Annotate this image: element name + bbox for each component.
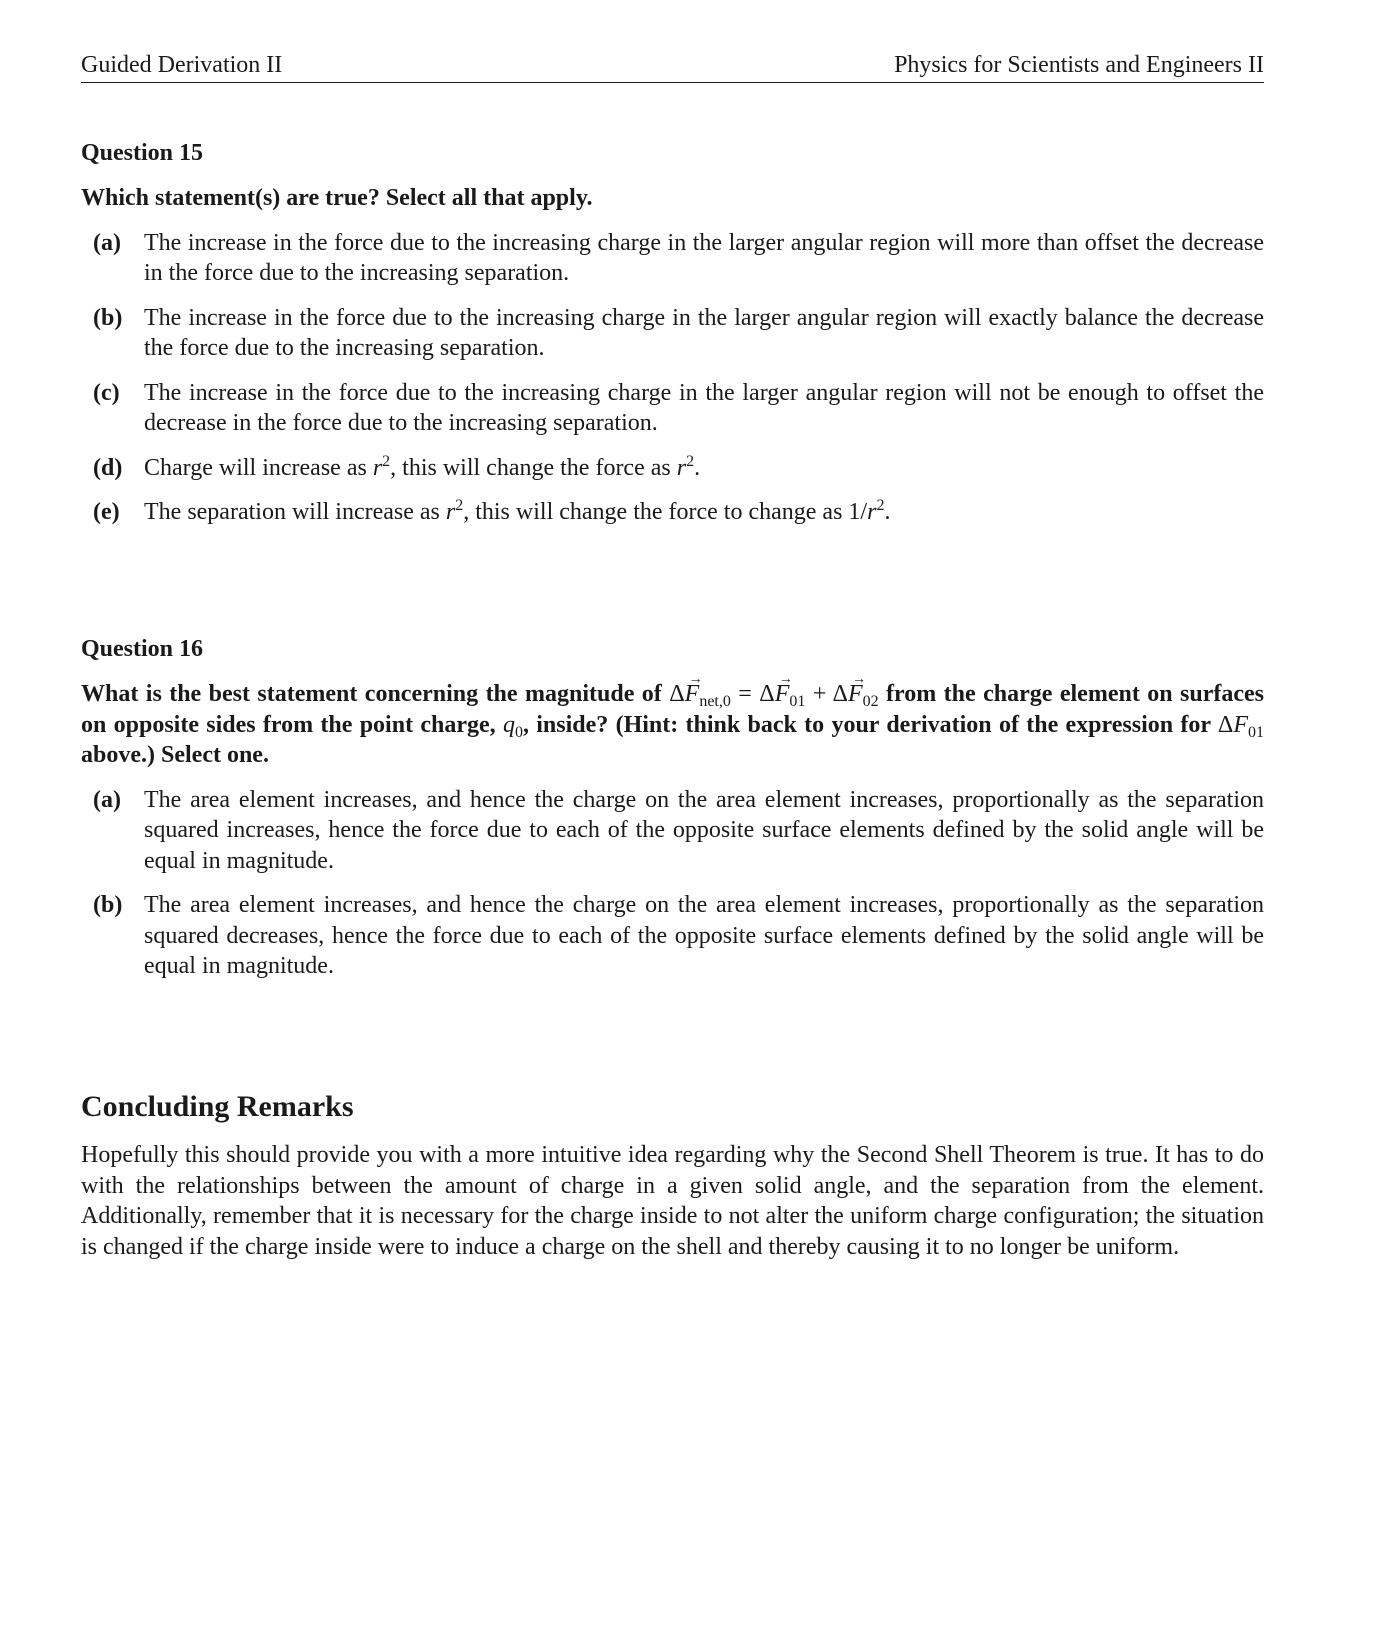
question-15-title: Question 15 — [81, 140, 204, 166]
prompt-text: , inside? (Hint: think back to your derivation of the expression for — [522, 711, 1218, 738]
math-force-vector: → F — [685, 679, 700, 710]
math-exponent: 2 — [876, 497, 885, 514]
option-text: The increase in the force due to the increasing charge in the larger angular region will more than offset the decrease in the force due to the increasing separation. — [144, 229, 1264, 286]
option-letter: (b) — [93, 304, 123, 331]
math-var: r — [445, 499, 456, 525]
prompt-text: What is the best statement concerning the magnitude of — [81, 681, 670, 707]
math-var: r — [372, 454, 383, 481]
concluding-remarks — [81, 1090, 1264, 1262]
prompt-text: from the charge element on surfaces on opposite sides from the point charge, — [81, 681, 1265, 738]
running-header — [81, 48, 1264, 83]
math-var: q — [502, 711, 515, 738]
math-delta: Δ — [1217, 711, 1234, 738]
concluding-paragraph: Hopefully this should provide you with a more intuitive idea regarding why the Second Shell Theorem is true. It has to do with the relationships between the amount of charge in a given solid angle, and the separation from the element. Additionally, remember that it is necessary for the charge inside to not alter the uniform charge configuration; the situation is changed if the charge inside were to induce a charge on the shell and thereby causing it to no longer be uniform. — [81, 1142, 1264, 1260]
option-text: The area element increases, and hence the charge on the area element increases, proportionally as the separation squared decreases, hence the force due to each of the opposite surface elements defined by the solid angle will be equal in magnitude. — [144, 892, 1264, 979]
option-a[interactable] — [81, 785, 1264, 877]
option-text-pre: Charge will increase as — [144, 454, 373, 481]
math-var: r — [676, 454, 687, 481]
option-text-pre: The separation will increase as — [144, 499, 446, 525]
math-exponent: 2 — [686, 452, 695, 470]
math-subscript: 01 — [1248, 723, 1264, 741]
option-text-mid: , this will change the force as — [390, 454, 677, 481]
math-delta: Δ — [759, 681, 775, 707]
option-text: The area element increases, and hence the charge on the area element increases, proportionally as the separation squared increases, hence the force due to each of the opposite surface elements defined by the solid angle will be equal in magnitude. — [144, 786, 1264, 874]
math-subscript: 0 — [514, 723, 523, 741]
header-left-title: Guided Derivation II — [81, 52, 283, 78]
math-delta: Δ — [669, 681, 685, 707]
option-letter: (e) — [93, 499, 120, 525]
section-title: Concluding Remarks — [81, 1090, 354, 1123]
math-delta: Δ — [832, 681, 848, 707]
question-15-options — [81, 228, 1264, 528]
option-letter: (c) — [93, 379, 120, 406]
math-subscript: 01 — [789, 693, 806, 710]
option-c[interactable] — [81, 378, 1264, 439]
option-b[interactable] — [81, 303, 1264, 364]
option-letter: (a) — [93, 786, 121, 813]
option-text-mid: , this will change the force to change as 1/ — [463, 499, 868, 525]
option-letter: (b) — [93, 892, 123, 918]
option-text-post: . — [694, 454, 701, 481]
math-subscript: net,0 — [699, 693, 731, 710]
math-subscript: 02 — [862, 693, 879, 710]
question-15-prompt: Which statement(s) are true? Select all that apply. — [81, 185, 593, 211]
option-text: The increase in the force due to the increasing charge in the larger angular region will not be enough to offset the decrease in the force due to the increasing separation. — [144, 379, 1264, 436]
option-letter: (a) — [93, 229, 121, 256]
math-exponent: 2 — [382, 452, 391, 470]
option-letter: (d) — [93, 454, 123, 481]
option-text: The increase in the force due to the increasing charge in the larger angular region will exactly balance the decrease the force due to the increasing separation. — [144, 304, 1264, 361]
option-d[interactable] — [81, 453, 1264, 484]
header-right-title: Physics for Scientists and Engineers II — [894, 52, 1264, 78]
math-plus: + — [805, 681, 833, 707]
option-b[interactable] — [81, 890, 1264, 982]
math-force-vector: → F — [848, 679, 863, 710]
math-force: F — [1233, 711, 1248, 738]
question-16-prompt — [81, 679, 1264, 771]
option-e[interactable] — [81, 497, 1264, 528]
math-var: r — [867, 499, 877, 525]
question-16-options — [81, 785, 1264, 982]
option-text-post: . — [884, 499, 891, 525]
question-16-title: Question 16 — [81, 636, 204, 662]
math-force-vector: → F — [775, 679, 790, 710]
question-16 — [81, 636, 1264, 996]
math-exponent: 2 — [455, 497, 464, 514]
question-15 — [81, 140, 1264, 542]
math-equals: = — [730, 681, 760, 707]
prompt-text: above.) Select one. — [81, 742, 269, 768]
option-a[interactable] — [81, 228, 1264, 289]
